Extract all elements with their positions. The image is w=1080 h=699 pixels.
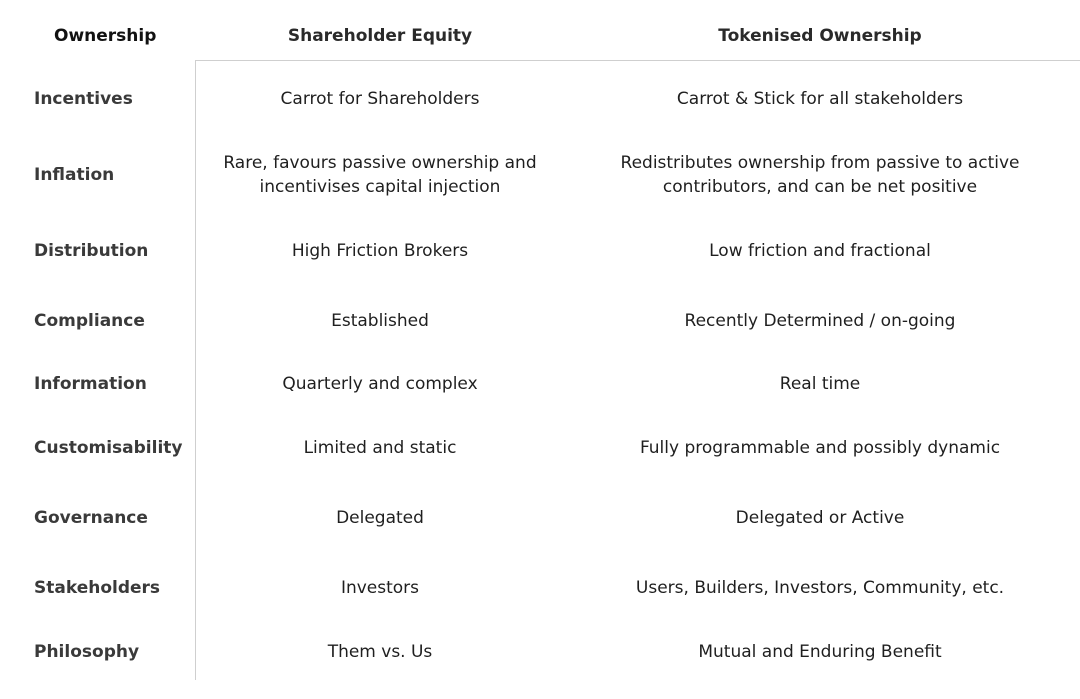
header-ownership: Ownership	[54, 26, 157, 46]
row-label: Stakeholders	[34, 578, 161, 598]
row-label: Distribution	[34, 241, 149, 261]
tokenised-ownership-cell: Mutual and Enduring Benefit	[698, 642, 942, 662]
tokenised-ownership-cell: Users, Builders, Investors, Community, etc.	[635, 578, 1005, 598]
row-label: Inflation	[34, 165, 115, 185]
shareholder-equity-cell: Them vs. Us	[327, 642, 433, 662]
shareholder-equity-cell: Carrot for Shareholders	[280, 89, 480, 109]
shareholder-equity-cell: Investors	[340, 578, 420, 598]
row-label: Customisability	[34, 438, 183, 458]
shareholder-equity-cell: Rare, favours passive ownership and incentivises capital injection	[223, 153, 537, 197]
tokenised-ownership-cell: Delegated or Active	[735, 508, 905, 528]
row-label: Compliance	[34, 311, 145, 331]
tokenised-ownership-cell: Real time	[779, 374, 861, 394]
tokenised-ownership-cell: Low friction and fractional	[709, 241, 931, 261]
row-label: Governance	[34, 508, 148, 528]
row-label: Information	[34, 374, 147, 394]
shareholder-equity-cell: Limited and static	[303, 438, 457, 458]
tokenised-ownership-cell: Recently Determined / on-going	[684, 311, 956, 331]
header-divider	[195, 60, 1080, 61]
header-shareholder-equity: Shareholder Equity	[287, 26, 473, 46]
tokenised-ownership-cell: Carrot & Stick for all stakeholders	[676, 89, 964, 109]
shareholder-equity-cell: Established	[331, 311, 429, 331]
shareholder-equity-cell: Quarterly and complex	[282, 374, 478, 394]
shareholder-equity-cell: High Friction Brokers	[291, 241, 469, 261]
header-tokenised-ownership: Tokenised Ownership	[718, 26, 922, 46]
column-divider	[195, 60, 196, 680]
tokenised-ownership-cell: Redistributes ownership from passive to active contributors, and can be net positive	[620, 153, 1020, 197]
row-label: Incentives	[34, 89, 133, 109]
shareholder-equity-cell: Delegated	[336, 508, 424, 528]
tokenised-ownership-cell: Fully programmable and possibly dynamic	[639, 438, 1001, 458]
row-label: Philosophy	[34, 642, 140, 662]
